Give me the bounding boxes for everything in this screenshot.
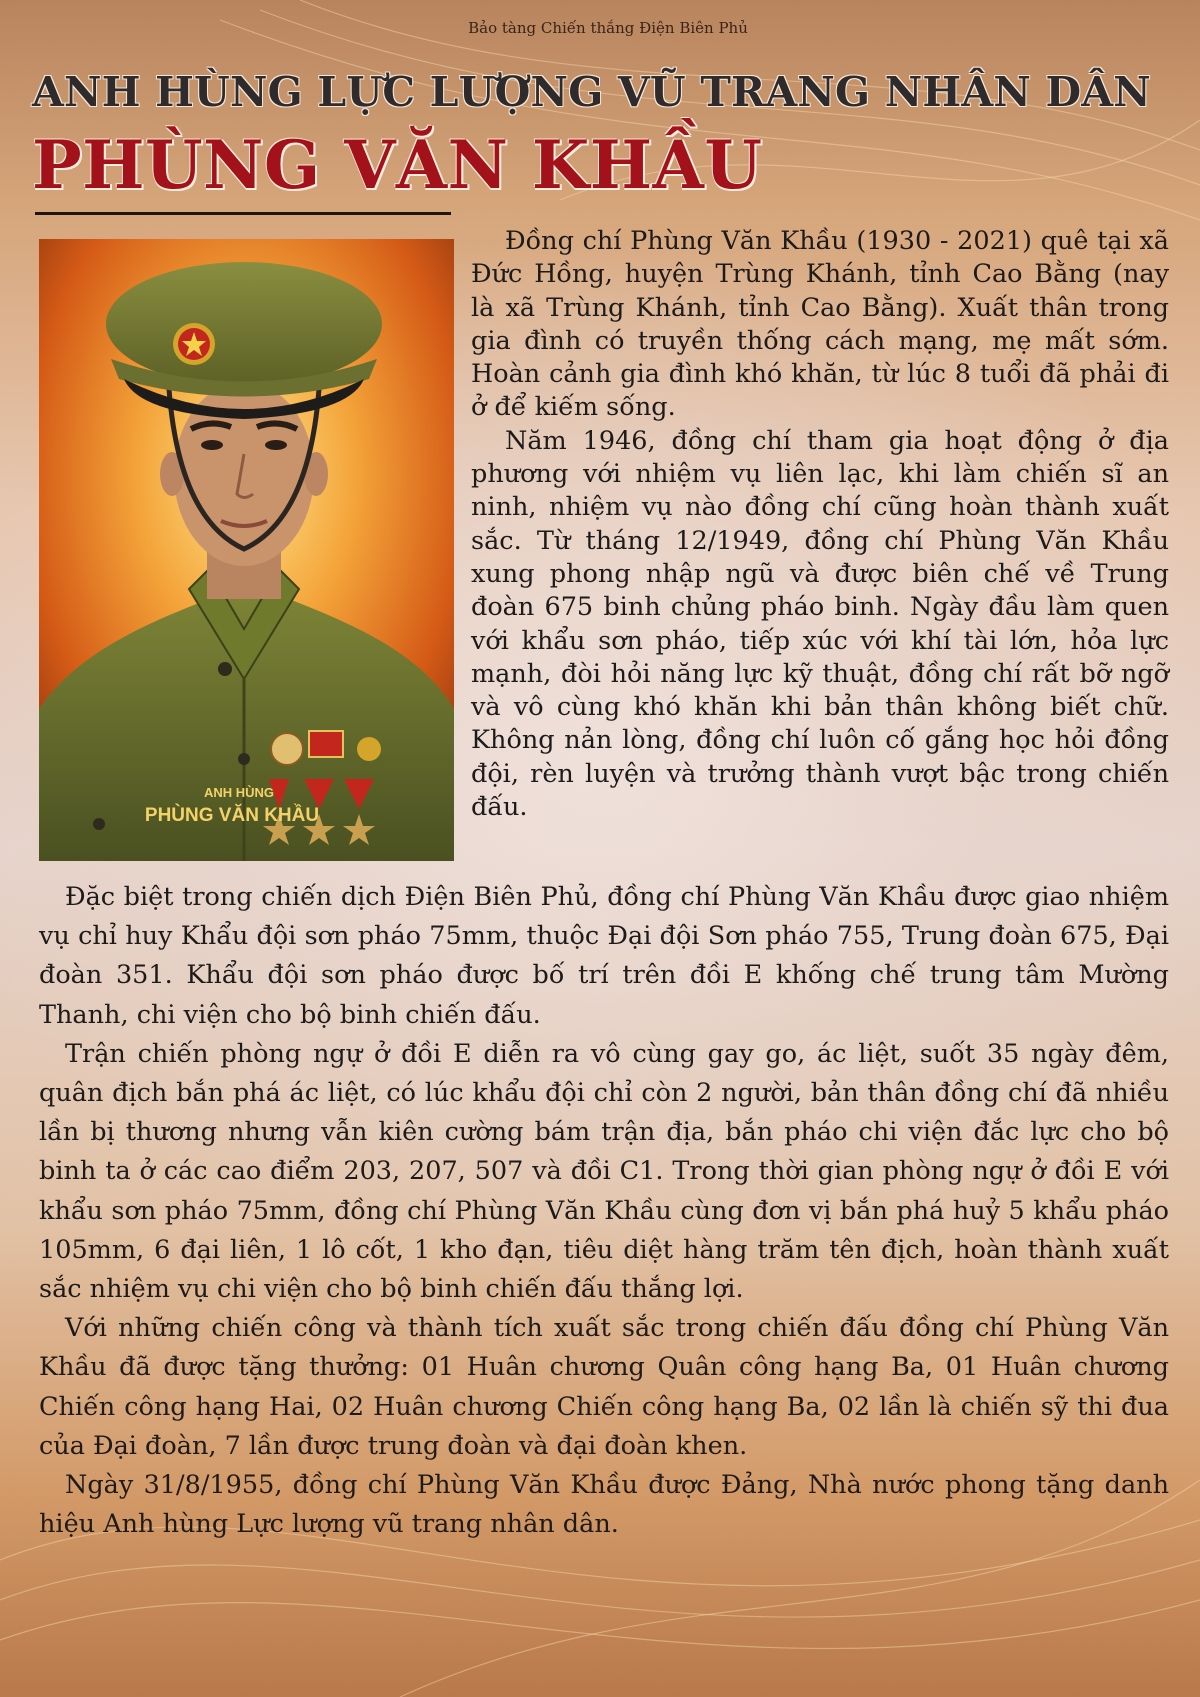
title-underline-divider: [35, 212, 451, 215]
bio-paragraph-hill-e-battle: Trận chiến phòng ngự ở đồi E diễn ra vô cùng gay go, ác liệt, suốt 35 ngày đêm, quân địch bắn phá ác liệt, có lúc khẩu đội chỉ còn 2 người, bản thân đồng chí đã nhiều lần bị thương nhưng vẫn kiên cường bám trận địa, bắn pháo chi viện đắc lực cho bộ binh ta ở các cao điểm 203, 207, 507 và đồi C1. Trong thời gian phòng ngự ở đồi E với khẩu sơn pháo 75mm, đồng chí Phùng Văn Khầu cùng đơn vị bắn phá huỷ 5 khẩu pháo 105mm, 6 đại liên, 1 lô cốt, 1 kho đạn, tiêu diệt hàng trăm tên địch, hoàn thành xuất sắc nhiệm vụ chi viện cho bộ binh chiến đấu thắng lợi.: [39, 1038, 1169, 1305]
hero-title-headline: ANH HÙNG LỰC LƯỢNG VŨ TRANG NHÂN DÂN: [32, 68, 1151, 116]
portrait-caption-name: PHÙNG VĂN KHẦU: [144, 805, 320, 826]
bio-paragraph-enlistment: Năm 1946, đồng chí tham gia hoạt động ở địa phương với nhiệm vụ liên lạc, khi làm chiến sĩ an ninh, nhiệm vụ nào đồng chí cũng hoàn thành xuất sắc. Từ tháng 12/1949, đồng chí Phùng Văn Khầu xung phong nhập ngũ và được biên chế về Trung đoàn 675 binh chủng pháo binh. Ngày đầu làm quen với khẩu sơn pháo, tiếp xúc với khí tài lớn, hỏa lực mạnh, đòi hỏi năng lực kỹ thuật, đồng chí rất bỡ ngỡ và vô cùng khó khăn khi bản thân không biết chữ. Không nản lòng, đồng chí luôn cố gắng học hỏi đồng đội, rèn luyện và trưởng thành vượt bậc trong chiến đấu.: [471, 425, 1169, 823]
bio-paragraph-awards: Với những chiến công và thành tích xuất sắc trong chiến đấu đồng chí Phùng Văn Khầu đã được tặng thưởng: 01 Huân chương Quân công hạng Ba, 01 Huân chương Chiến công hạng Hai, 02 Huân chương Chiến công hạng Ba, 02 lần là chiến sỹ thi đua của Đại đoàn, 7 lần được trung đoàn và đại đoàn khen.: [39, 1313, 1169, 1461]
hero-name-title: PHÙNG VĂN KHẦU: [32, 126, 763, 204]
bio-intro-column: [471, 225, 1169, 824]
bio-paragraph-origin: Đồng chí Phùng Văn Khầu (1930 - 2021) quê tại xã Đức Hồng, huyện Trùng Khánh, tỉnh Cao Bằng (nay là xã Trùng Khánh, tỉnh Cao Bằng). Xuất thân trong gia đình có truyền thống cách mạng, mẹ mất sớm. Hoàn cảnh gia đình khó khăn, từ lúc 8 tuổi đã phải đi ở để kiếm sống.: [471, 226, 1169, 423]
bio-paragraph-dien-bien-phu: Đặc biệt trong chiến dịch Điện Biên Phủ, đồng chí Phùng Văn Khầu được giao nhiệm vụ chỉ huy Khẩu đội sơn pháo 75mm, thuộc Đại đội Sơn pháo 755, Trung đoàn 675, Đại đoàn 351. Khẩu đội sơn pháo được bố trí trên đồi E khống chế trung tâm Mường Thanh, chi viện cho bộ binh chiến đấu.: [39, 882, 1169, 1030]
hero-portrait: [39, 239, 454, 861]
portrait-caption-title: ANH HÙNG: [203, 785, 275, 800]
bio-main-text: [39, 878, 1169, 1544]
bio-paragraph-hero-title: Ngày 31/8/1955, đồng chí Phùng Văn Khầu được Đảng, Nhà nước phong tặng danh hiệu Anh hùng Lực lượng vũ trang nhân dân.: [39, 1470, 1169, 1540]
museum-name: Bảo tàng Chiến thắng Điện Biên Phủ: [468, 19, 748, 37]
